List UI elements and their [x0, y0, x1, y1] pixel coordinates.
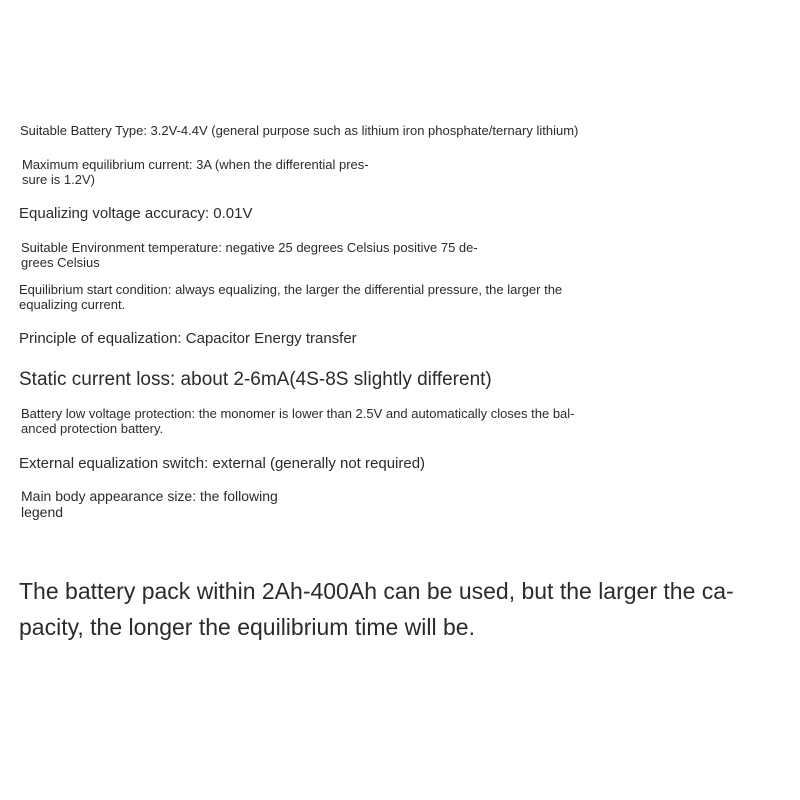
spec-environment-temperature [21, 241, 478, 270]
spec-line: Principle of equalization: Capacitor Energy transfer [19, 330, 357, 347]
spec-line: legend [21, 503, 64, 520]
spec-line: Main body appearance size: the following [21, 488, 278, 504]
spec-equalization-principle [19, 331, 357, 348]
spec-line: Equalizing voltage accuracy: 0.01V [19, 205, 253, 222]
note-line: The battery pack within 2Ah-400Ah can be used, but the larger the ca- [19, 578, 734, 604]
spec-start-condition [19, 283, 562, 312]
spec-static-current-loss [19, 369, 492, 390]
capacity-note [19, 574, 734, 645]
spec-line: sure is 1.2V) [22, 171, 95, 187]
spec-battery-type [20, 124, 578, 139]
spec-low-voltage-protection [21, 407, 575, 436]
spec-line: Battery low voltage protection: the monomer is lower than 2.5V and automatically closes the bal- [21, 406, 575, 421]
spec-external-switch [19, 456, 425, 473]
spec-max-equilibrium-current [22, 158, 369, 187]
spec-line: Equilibrium start condition: always equalizing, the larger the differential pressure, the larger the [19, 282, 563, 297]
spec-voltage-accuracy [19, 206, 252, 223]
spec-line: equalizing current. [19, 296, 126, 312]
spec-line: grees Celsius [21, 254, 100, 270]
spec-line: Suitable Battery Type: 3.2V-4.4V (general purpose such as lithium iron phosphate/ternary lithium) [20, 123, 579, 138]
spec-line: Static current loss: about 2-6mA(4S-8S slightly different) [19, 369, 492, 390]
spec-line: Suitable Environment temperature: negative 25 degrees Celsius positive 75 de- [21, 240, 478, 255]
note-line: pacity, the longer the equilibrium time will be. [19, 613, 475, 640]
spec-line: External equalization switch: external (generally not required) [19, 455, 426, 472]
spec-appearance-size [21, 489, 278, 520]
spec-line: anced protection battery. [21, 420, 164, 436]
spec-line: Maximum equilibrium current: 3A (when the differential pres- [22, 157, 369, 172]
